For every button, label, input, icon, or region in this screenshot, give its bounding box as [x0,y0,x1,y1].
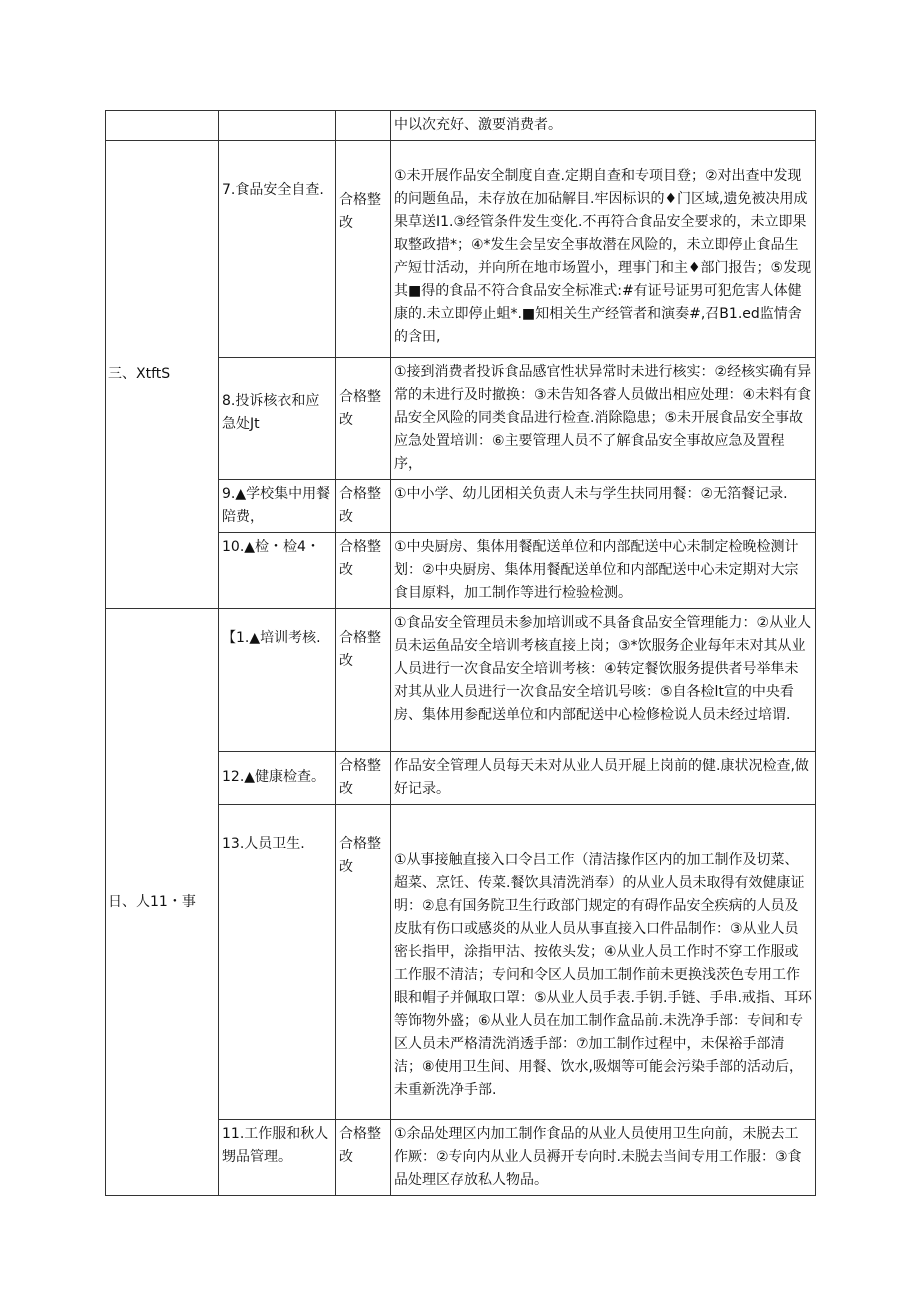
detail-cell: ①未开展作品安全制度自查.定期自查和专项目登；②对出查中发现的问题鱼品，未存放在加砧解目.牢因标识的♦门区域,遗免被决用成果草送I1.③经管条件发生变化.不再符合食品安全要求的，未立即果取整政措*；④*发生会呈安全事故潜在风险的，未立即停止食品生产短廿活动，并向所在地市场置小，理事门和主♦部门报告；⑤发现其■得的食品不符合食品安全标准式:#有证号证男可犯危害人体健康的.未立即停止蛆*.■知相关生产经管者和演奏#,召B1.ed监情舍的含田, [391,141,816,358]
result-cell: 合格整改 [336,480,391,533]
result-cell: 合格整改 [336,609,391,752]
item-cell: 13.人员卫生. [219,805,336,1120]
item-cell [219,111,336,141]
detail-cell: ①食品安全管理员未参加培训或不具备食品安全管理能力：②从业人员未运鱼品安全培训考核直接上岗；③*饮服务企业每年末对其从业人员进行一次食品安全培训考核：④转定餐饮服务提供者号举隼未对其从业人员进行一次食品安全培讥号咳：⑤自各检lt宣的中央看房、集体用参配送单位和内部配送中心检修检说人员未经过培谓. [391,609,816,752]
item-cell: 7.食品安全自查. [219,141,336,358]
item-cell: 11.工作服和秋人甥品管理。 [219,1120,336,1196]
detail-cell: 中以次充好、激要消费者。 [391,111,816,141]
detail-cell: ①接到消费者投诉食品感官性状异常时未进行核实：②经核实确有异常的未进行及时撤换：③未告知各睿人员做出相应处理：④未料有食品安全风险的同类食品进行检查.消除隐患；⑤未开展食品安全事故应急处置培训：⑥主要管理人员不了解食品安全事故应急及置程序， [391,358,816,480]
detail-cell: ①余品处理区内加工制作食品的从业人员使用卫生向前，未脱去工作厥：②专向内从业人员褥开专向时.未脱去当间专用工作服：③食品处理区存放私人物品。 [391,1120,816,1196]
item-cell: 10.▲检・检4・ [219,533,336,609]
result-cell: 合格整改 [336,358,391,480]
item-cell: 【1.▲培训考核. [219,609,336,752]
table-row [106,111,816,141]
detail-cell: ①中小学、幼儿团相关负责人未与学生扶同用餐：②无箔餐记录. [391,480,816,533]
result-cell: 合格整改 [336,805,391,1120]
category-cell [106,111,219,141]
category-cell: 三、XtftS [106,141,219,609]
table-row [106,609,816,752]
detail-cell: 作品安全管理人员每天未对从业人员开屣上岗前的健.康状况检查,做好记录。 [391,752,816,805]
table-row [106,141,816,358]
result-cell: 合格整改 [336,533,391,609]
detail-cell: ①从事接触直接入口令吕工作（清洁掾作区内的加工制作及切菜、超菜、烹饪、传菜.餐饮具清洗消奉）的从业人员未取得有效健康证明：②息有国务院卫生行政部门规定的有碍作品安全疾病的人员及皮肽有伤口或感炎的从业人员从事直接入口件品制作：③从业人员密长指甲，涂指甲沽、按侬头发；④从业人员工作时不穿工作服或工作服不清洁；专问和令区人员加工制作前未更换浅茨色专用工作眼和帽子并佩取口罩：⑤从业人员手表.手钥.手链、手串.戒指、耳环等饰物外盛；⑥从业人员在加工制作盒品前.未洗净手部：专间和专区人员未严格清洗消透手部：⑦加工制作过程中，未保裕手部清洁；⑧使用卫生间、用餐、饮水,吸烟等可能会污染手部的活动后，未重新洗净手部. [391,805,816,1120]
category-cell: 日、人11・事 [106,609,219,1196]
result-cell [336,111,391,141]
result-cell: 合格整改 [336,752,391,805]
detail-cell: ①中央厨房、集体用餐配送单位和内部配送中心未制定检晚检测计划：②中央厨房、集体用餐配送单位和内部配送中心未定期对大宗食目原料，加工制作等进行检验检测。 [391,533,816,609]
inspection-table [105,110,816,1196]
item-cell: 8.投诉核衣和应急处Jt [219,358,336,480]
result-cell: 合格整改 [336,141,391,358]
item-cell: 9.▲学校集中用餐陪费， [219,480,336,533]
result-cell: 合格整改 [336,1120,391,1196]
item-cell: 12.▲健康检查。 [219,752,336,805]
